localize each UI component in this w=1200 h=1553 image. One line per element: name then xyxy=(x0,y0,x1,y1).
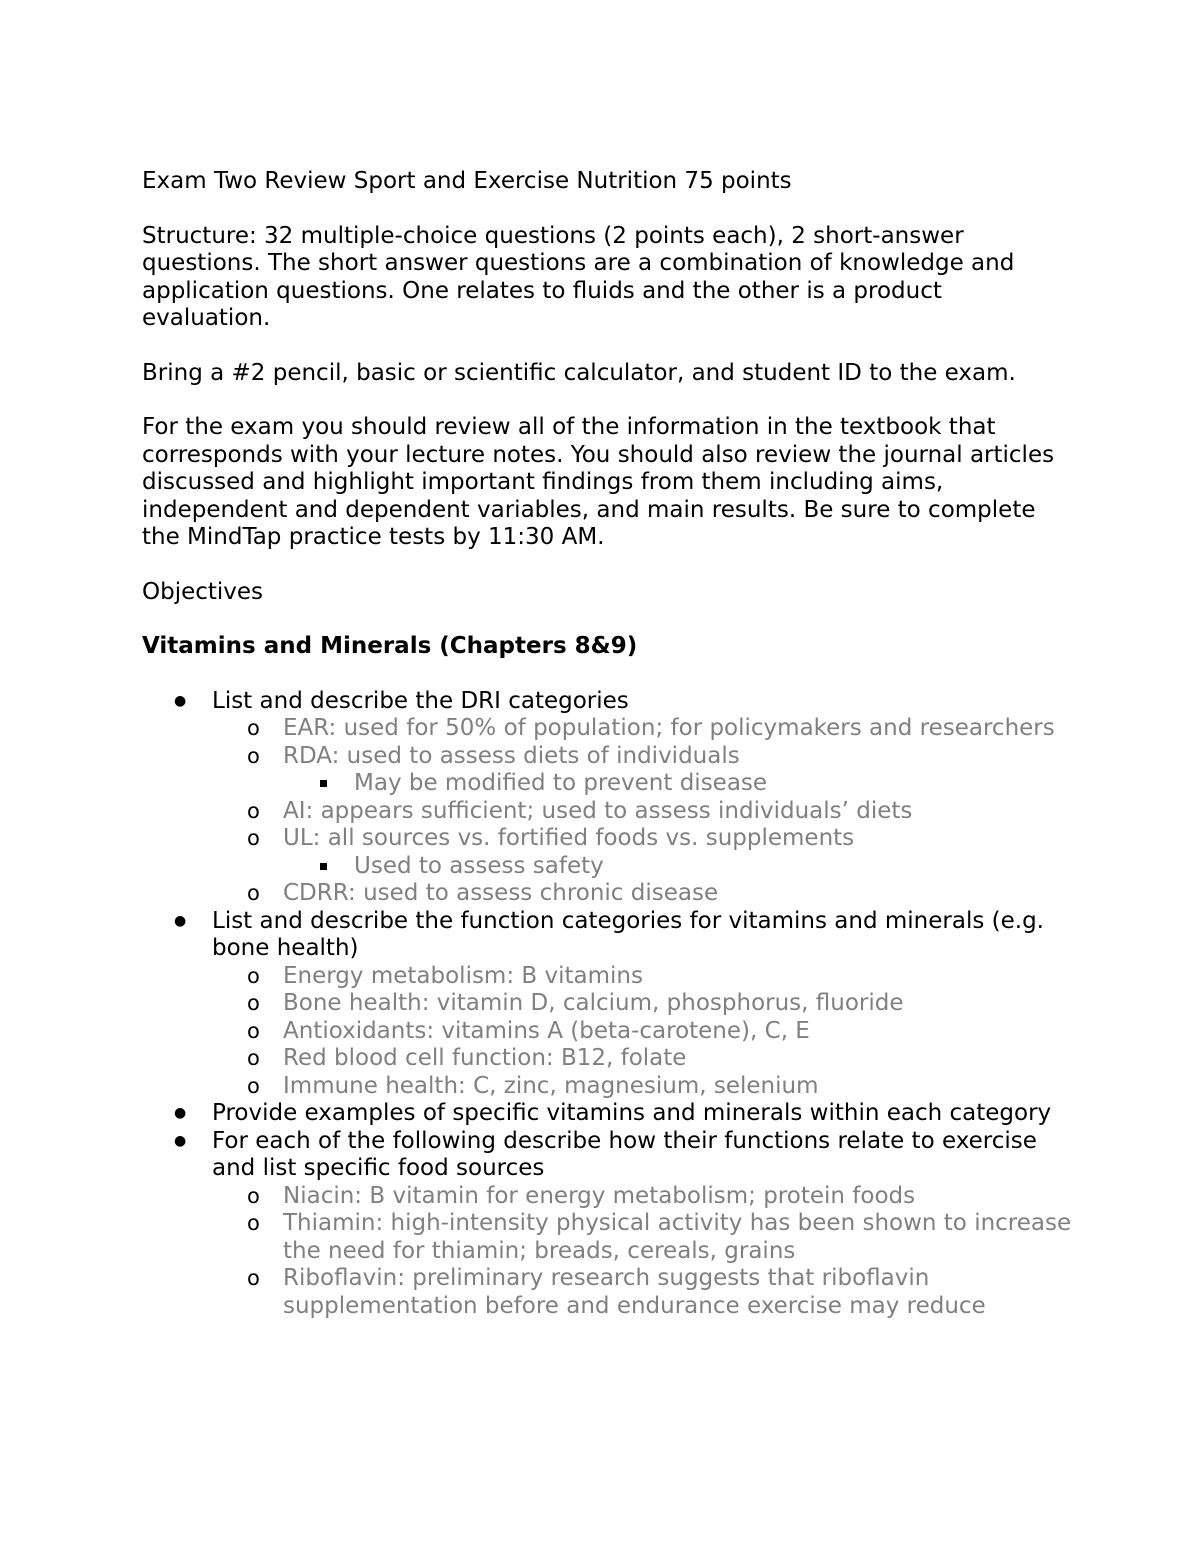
objectives-label: Objectives xyxy=(142,578,264,605)
sub-sub-list-item: May be modified to prevent disease xyxy=(283,770,1072,798)
document-page xyxy=(142,168,1072,1320)
document-title: Exam Two Review Sport and Exercise Nutrition 75 points xyxy=(142,168,792,194)
sub-list-item: o Bone health: vitamin D, calcium, phosphorus, fluoride xyxy=(212,990,1072,1018)
structure-paragraph: Structure: 32 multiple-choice questions (2 points each), 2 short-answer questions. The short answer questions are a combination of knowledge and application questions. One relates to fluids and the other is a product evaluation. xyxy=(142,222,1015,331)
bullet-text: For each of the following describe how their functions relate to exercise and list specific food sources xyxy=(212,1127,1037,1181)
sub-sub-list-item: Used to assess safety xyxy=(283,853,1072,881)
sub-list-item: o Antioxidants: vitamins A (beta-carotene), C, E xyxy=(212,1018,1072,1046)
sub-list-item: o UL: all sources vs. fortified foods vs. supplements Used to assess safety xyxy=(212,825,1072,880)
list-item xyxy=(142,908,1072,1101)
review-paragraph: For the exam you should review all of the information in the textbook that corresponds with your lecture notes. You should also review the journal articles discussed and highlight important findings from them including aims, independent and dependent variables, and main results. Be sure to complete the MindTap practice tests by 11:30 AM. xyxy=(142,414,1055,550)
list-item xyxy=(142,1100,1072,1128)
sub-list-item: o CDRR: used to assess chronic disease xyxy=(212,880,1072,908)
section-heading: Vitamins and Minerals (Chapters 8&9) xyxy=(142,633,638,659)
sub-list xyxy=(212,715,1072,908)
list-item xyxy=(142,688,1072,908)
sub-list xyxy=(212,1183,1072,1321)
bullet-text: Provide examples of specific vitamins and minerals within each category xyxy=(212,1100,1052,1126)
bring-paragraph: Bring a #2 pencil, basic or scientific calculator, and student ID to the exam. xyxy=(142,359,1016,386)
objectives-list xyxy=(142,688,1072,1321)
sub-list-item: o Niacin: B vitamin for energy metabolism; protein foods xyxy=(212,1183,1072,1211)
sub-list-item: o Energy metabolism: B vitamins xyxy=(212,963,1072,991)
sub-sub-list xyxy=(283,853,1072,881)
sub-list-item: o EAR: used for 50% of population; for policymakers and researchers xyxy=(212,715,1072,743)
list-item xyxy=(142,1128,1072,1321)
sub-sub-list xyxy=(283,770,1072,798)
sub-list-item: o AI: appears sufficient; used to assess individuals’ diets xyxy=(212,798,1072,826)
bullet-text: List and describe the function categories for vitamins and minerals (e.g. bone health) xyxy=(212,907,1044,961)
sub-list-item: o Red blood cell function: B12, folate xyxy=(212,1045,1072,1073)
sub-list xyxy=(212,963,1072,1101)
sub-list-item: o Immune health: C, zinc, magnesium, selenium xyxy=(212,1073,1072,1101)
sub-list-item: o Riboflavin: preliminary research suggests that riboflavin supplementation before and endurance exercise may reduce xyxy=(212,1265,1072,1320)
sub-list-item: o RDA: used to assess diets of individuals May be modified to prevent disease xyxy=(212,743,1072,798)
bullet-text: List and describe the DRI categories xyxy=(212,687,629,714)
sub-list-item: o Thiamin: high-intensity physical activity has been shown to increase the need for thiamin; breads, cereals, grains xyxy=(212,1210,1072,1265)
